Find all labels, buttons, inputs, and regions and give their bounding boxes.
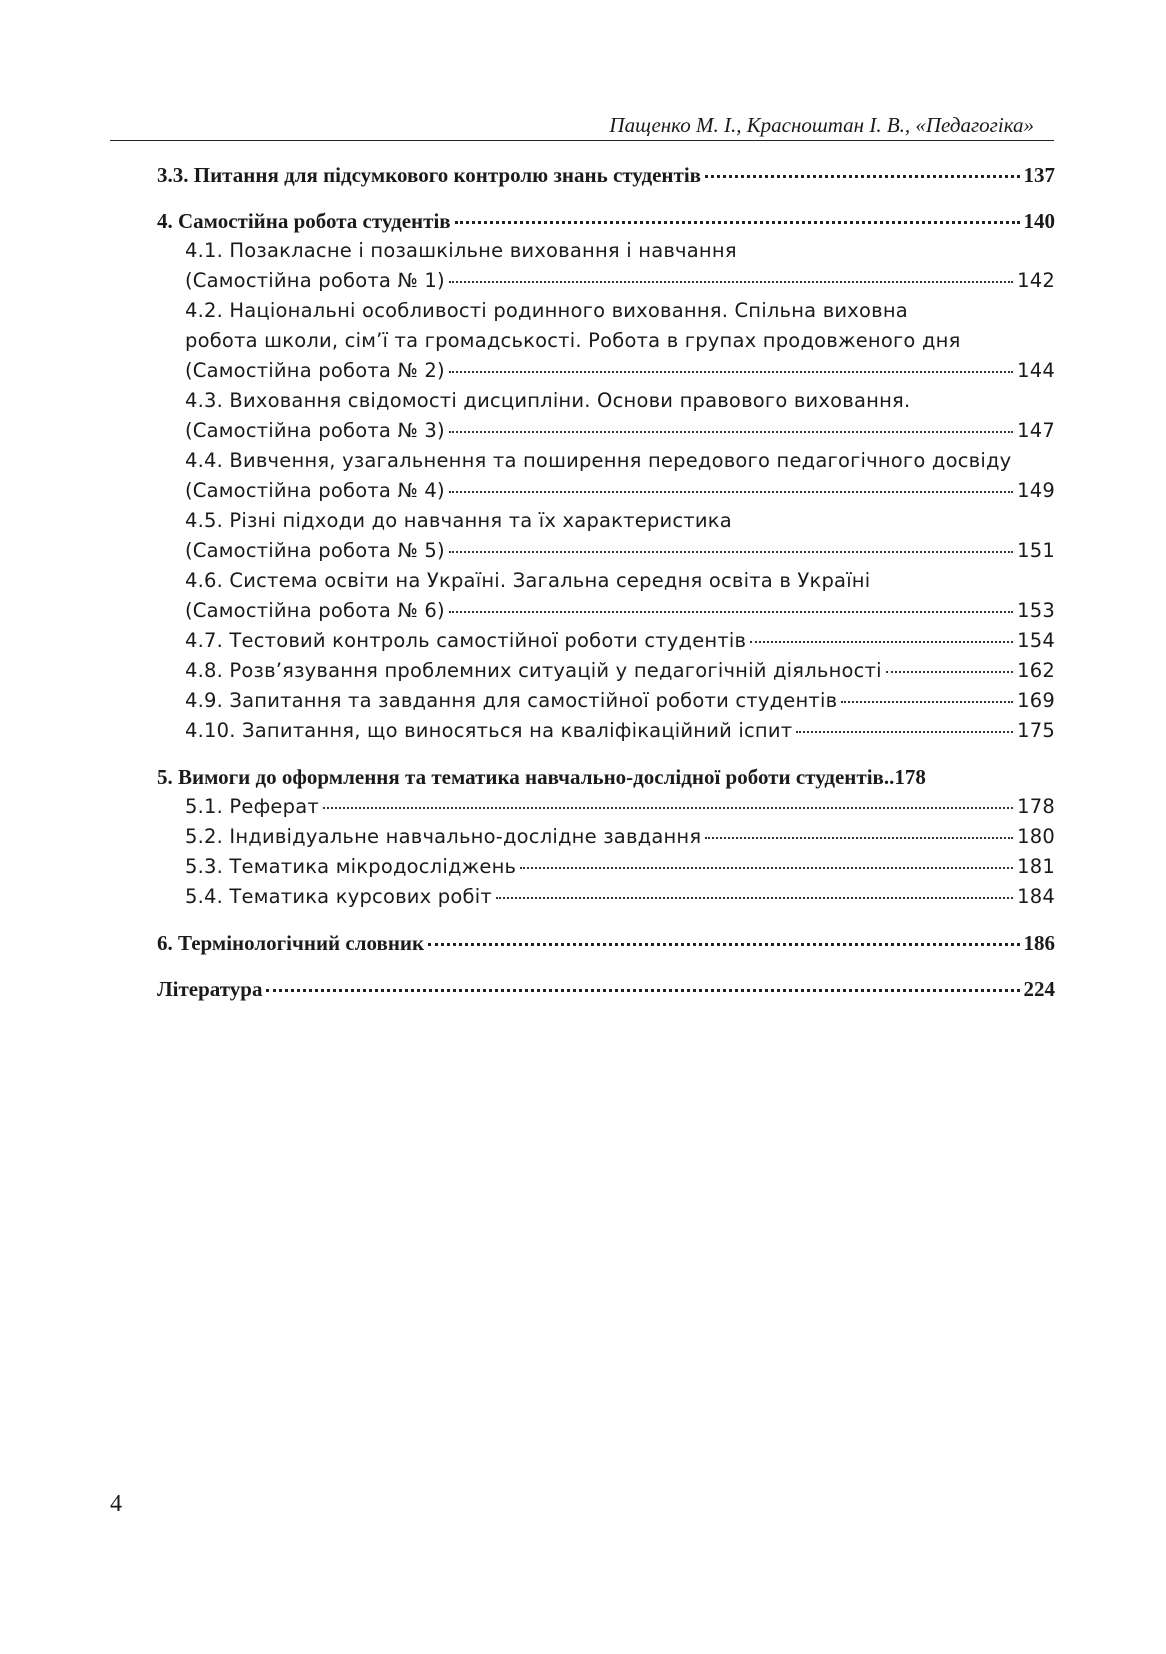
toc-leader-dots xyxy=(323,807,1013,809)
toc-entry-page: 178 xyxy=(1017,795,1055,818)
toc-entry-title: 4.9. Запитання та завдання для самостійної роботи студентів xyxy=(185,689,838,712)
toc-entry-page: 180 xyxy=(1017,825,1055,848)
toc-leader-dots xyxy=(449,431,1013,433)
toc-entry-page: 153 xyxy=(1017,599,1055,622)
toc-entry-title-line: 4.5. Різні підходи до навчання та їх характеристика xyxy=(185,509,732,532)
toc-entry-5-3[interactable] xyxy=(157,852,1055,882)
toc-entry-title-line: 4.3. Виховання свідомості дисципліни. Основи правового виховання. xyxy=(185,389,911,412)
toc-entry-4-9[interactable] xyxy=(157,686,1055,716)
toc-entry-literature[interactable] xyxy=(157,974,1055,1004)
toc-entry-4-2-line[interactable] xyxy=(157,296,1055,326)
toc-entry-4-6[interactable] xyxy=(157,596,1055,626)
toc-entry-page: 147 xyxy=(1017,419,1055,442)
toc-entry-5[interactable] xyxy=(157,762,1055,792)
toc-entry-title: 3.3. Питання для підсумкового контролю знань студентів xyxy=(157,163,702,187)
toc-entry-page: 224 xyxy=(1023,977,1055,1001)
toc-entry-title: Література xyxy=(157,977,263,1001)
toc-entry-title-line: 4.2. Національні особливості родинного виховання. Спільна виховна xyxy=(185,299,908,322)
toc-entry-title: (Самостійна робота № 5) xyxy=(185,539,445,562)
toc-entry-4-5[interactable] xyxy=(157,536,1055,566)
toc-entry-title: 4.10. Запитання, що виносяться на кваліфікаційний іспит xyxy=(185,719,793,742)
toc-leader-dots xyxy=(496,897,1013,899)
running-title: Пащенко М. І., Красноштан І. В., «Педагогіка» xyxy=(609,113,1034,137)
toc-entry-4-2[interactable] xyxy=(157,356,1055,386)
toc-entry-title-line: 4.6. Система освіти на Україні. Загальна середня освіта в Україні xyxy=(185,569,871,592)
toc-entry-title: 5.2. Індивідуальне навчально-дослідне завдання xyxy=(185,825,702,848)
toc-entry-page: 178 xyxy=(894,765,926,789)
toc-entry-4-3-line[interactable] xyxy=(157,386,1055,416)
toc-entry-title-line: 4.1. Позакласне і позашкільне виховання і навчання xyxy=(185,239,737,262)
toc-entry-6[interactable] xyxy=(157,928,1055,958)
toc-leader-dots xyxy=(455,221,1020,224)
toc-entry-title-line: 4.4. Вивчення, узагальнення та поширення передового педагогічного досвіду xyxy=(185,449,1012,472)
toc-entry-title: 5. Вимоги до оформлення та тематика навчально-дослідної роботи студентів.. xyxy=(157,765,895,789)
toc-leader-dots xyxy=(520,867,1013,869)
table-of-contents xyxy=(157,160,1055,1004)
toc-entry-page: 169 xyxy=(1017,689,1055,712)
toc-entry-title: 4.7. Тестовий контроль самостійної роботи студентів xyxy=(185,629,747,652)
toc-entry-5-1[interactable] xyxy=(157,792,1055,822)
toc-leader-dots xyxy=(449,491,1013,493)
toc-entry-4-8[interactable] xyxy=(157,656,1055,686)
toc-entry-title: (Самостійна робота № 1) xyxy=(185,269,445,292)
toc-entry-3-3[interactable] xyxy=(157,160,1055,190)
toc-entry-4-3[interactable] xyxy=(157,416,1055,446)
toc-entry-page: 175 xyxy=(1017,719,1055,742)
toc-entry-page: 137 xyxy=(1023,163,1055,187)
toc-entry-4-2-line[interactable] xyxy=(157,326,1055,356)
toc-entry-title: (Самостійна робота № 6) xyxy=(185,599,445,622)
toc-entry-4-4[interactable] xyxy=(157,476,1055,506)
toc-entry-4-7[interactable] xyxy=(157,626,1055,656)
toc-entry-title: 6. Термінологічний словник xyxy=(157,931,425,955)
toc-leader-dots xyxy=(796,731,1013,733)
toc-entry-page: 149 xyxy=(1017,479,1055,502)
toc-entry-4-6-line[interactable] xyxy=(157,566,1055,596)
running-header xyxy=(110,112,1054,141)
toc-entry-title-line: робота школи, сім’ї та громадськості. Робота в групах продовженого дня xyxy=(185,329,961,352)
toc-leader-dots xyxy=(428,943,1019,946)
toc-entry-4-10[interactable] xyxy=(157,716,1055,746)
toc-leader-dots xyxy=(266,989,1019,992)
toc-entry-title: (Самостійна робота № 4) xyxy=(185,479,445,502)
toc-leader-dots xyxy=(841,701,1013,703)
toc-leader-dots xyxy=(449,551,1013,553)
toc-leader-dots xyxy=(449,371,1013,373)
toc-entry-page: 184 xyxy=(1017,885,1055,908)
toc-entry-4-1[interactable] xyxy=(157,266,1055,296)
toc-entry-4-5-line[interactable] xyxy=(157,506,1055,536)
toc-leader-dots xyxy=(750,641,1013,643)
toc-entry-4[interactable] xyxy=(157,206,1055,236)
toc-entry-page: 154 xyxy=(1017,629,1055,652)
toc-entry-title: (Самостійна робота № 3) xyxy=(185,419,445,442)
toc-entry-page: 140 xyxy=(1023,209,1055,233)
page-number: 4 xyxy=(110,1491,122,1517)
toc-entry-4-4-line[interactable] xyxy=(157,446,1055,476)
toc-entry-title: 4.8. Розв’язування проблемних ситуацій у педагогічній діяльності xyxy=(185,659,882,682)
toc-entry-page: 142 xyxy=(1017,269,1055,292)
toc-entry-page: 181 xyxy=(1017,855,1055,878)
toc-entry-title: (Самостійна робота № 2) xyxy=(185,359,445,382)
toc-entry-page: 151 xyxy=(1017,539,1055,562)
toc-leader-dots xyxy=(449,281,1013,283)
toc-entry-5-2[interactable] xyxy=(157,822,1055,852)
toc-entry-page: 186 xyxy=(1023,931,1055,955)
toc-entry-title: 5.4. Тематика курсових робіт xyxy=(185,885,492,908)
toc-leader-dots xyxy=(705,837,1013,839)
toc-entry-title: 5.1. Реферат xyxy=(185,795,319,818)
toc-leader-dots xyxy=(886,671,1013,673)
toc-entry-title: 4. Самостійна робота студентів xyxy=(157,209,451,233)
toc-entry-5-4[interactable] xyxy=(157,882,1055,912)
toc-entry-4-1-line[interactable] xyxy=(157,236,1055,266)
toc-entry-page: 162 xyxy=(1017,659,1055,682)
toc-entry-page: 144 xyxy=(1017,359,1055,382)
toc-entry-title: 5.3. Тематика мікродосліджень xyxy=(185,855,517,878)
toc-leader-dots xyxy=(705,175,1019,178)
toc-leader-dots xyxy=(449,611,1013,613)
